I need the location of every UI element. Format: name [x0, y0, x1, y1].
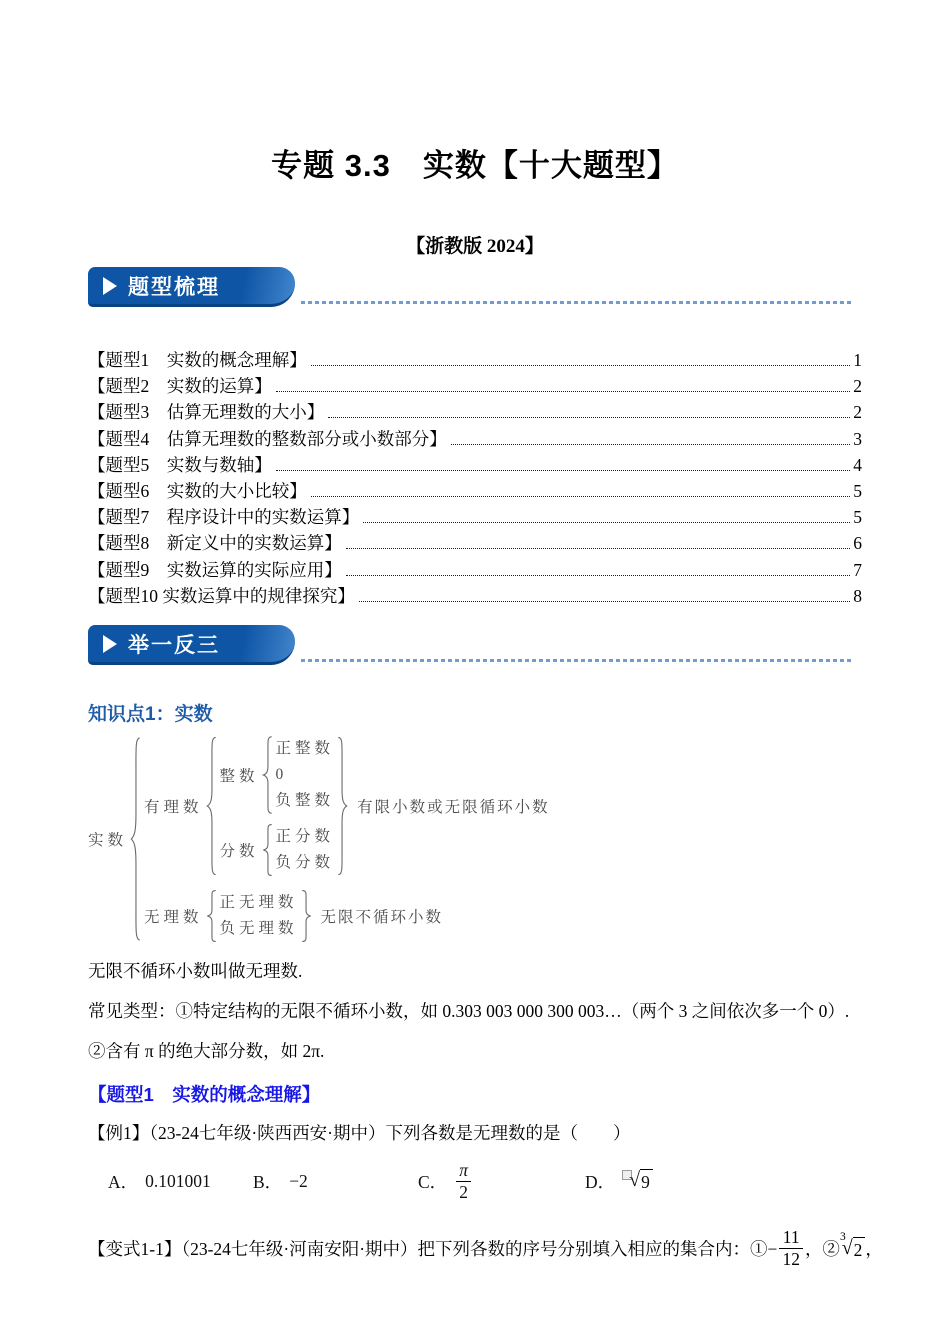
option-a-label: A．	[108, 1171, 139, 1192]
toc-page-number: 5	[853, 481, 862, 502]
radical-sign-icon	[629, 1169, 640, 1191]
toc-item	[88, 530, 862, 556]
root-index: 3	[839, 1230, 846, 1243]
knowledge-note-3: ②含有 π 的绝大部分数，如 2π.	[88, 1041, 325, 1062]
diagram-leaf: 负无理数	[219, 920, 298, 938]
toc-item-label: 【题型4 估算无理数的整数部分或小数部分】	[88, 428, 447, 449]
toc-item	[88, 452, 862, 478]
option-d	[585, 1169, 653, 1194]
toc-item	[88, 557, 862, 583]
left-brace-icon	[261, 824, 274, 876]
toc-item-label: 【题型1 实数的概念理解】	[88, 350, 307, 370]
toc-page-number: 5	[853, 507, 862, 528]
diagram-node-label: 无理数	[144, 909, 203, 927]
option-c	[418, 1161, 585, 1202]
fraction-numerator: π	[456, 1161, 471, 1182]
toc-page-number: 4	[853, 454, 862, 475]
toc-leader-dots	[276, 391, 851, 392]
real-number-classification-diagram	[88, 736, 862, 942]
diagram-irrational-group	[144, 890, 550, 942]
diagram-leaf: 正整数	[275, 740, 335, 758]
toc-leader-dots	[359, 601, 850, 602]
variant-separator-text: ，②	[804, 1238, 840, 1259]
left-brace-icon	[205, 890, 218, 942]
diagram-node-label: 有理数	[144, 799, 203, 817]
right-brace-icon	[300, 890, 313, 942]
fraction-numerator: 11	[779, 1228, 803, 1249]
toc-item-label: 【题型3 估算无理数的大小】	[88, 402, 325, 423]
option-b	[253, 1169, 418, 1194]
play-icon	[103, 635, 117, 653]
section-banner-toc-label: 题型梳理	[128, 275, 220, 299]
toc-item-label: 【题型6 实数的大小比较】	[88, 481, 307, 502]
toc-item	[88, 399, 862, 425]
diagram-fraction-group	[220, 824, 335, 876]
toc-leader-dots	[328, 417, 850, 418]
toc-item-label: 【题型2 实数的运算】	[88, 376, 272, 397]
toc-page-number: 7	[853, 559, 862, 580]
section-banner-toc	[88, 267, 295, 307]
variant-tail-text: ，	[865, 1238, 883, 1259]
section-banner-practice-label: 举一反三	[128, 633, 220, 657]
fraction	[779, 1228, 803, 1269]
option-a	[108, 1169, 253, 1194]
diagram-node-label: 整数	[219, 768, 259, 786]
option-a-value: 0.101001	[145, 1170, 211, 1191]
toc-page-number: 8	[853, 585, 862, 606]
diagram-leaf: 0	[275, 766, 288, 784]
fraction	[456, 1161, 471, 1202]
section-banner-practice	[88, 625, 295, 665]
toc-item	[88, 478, 862, 504]
example-1-text: 【例1】（23-24七年级·陕西西安·期中）下列各数是无理数的是（ ）	[88, 1123, 631, 1144]
toc-page-number: 1	[853, 350, 862, 370]
variant-lead-text: 【变式1-1】（23-24七年级·河南安阳·期中）把下列各数的序号分别填入相应的集合内：①−	[88, 1238, 778, 1259]
radicand: 2	[853, 1237, 866, 1261]
diagram-rational-group	[144, 736, 550, 876]
toc-item-label: 【题型7 程序设计中的实数运算】	[88, 507, 360, 528]
variant-1-1-text	[88, 1227, 883, 1270]
toc-leader-dots	[451, 444, 851, 445]
left-brace-icon	[129, 736, 142, 942]
play-icon	[103, 277, 117, 295]
diagram-leaf: 负分数	[275, 854, 335, 872]
toc-item-label: 【题型10 实数运算中的规律探究】	[88, 585, 355, 606]
diagram-root-label: 实数	[88, 832, 128, 850]
table-of-contents	[88, 347, 862, 609]
diagram-annotation: 无限不循环小数	[320, 909, 444, 927]
radical-expression	[839, 1230, 865, 1261]
left-brace-icon	[261, 736, 274, 814]
diagram-node-label: 分数	[219, 843, 259, 861]
option-b-label: B．	[253, 1171, 283, 1192]
toc-leader-dots	[346, 548, 851, 549]
toc-page-number: 3	[853, 428, 862, 449]
toc-item	[88, 504, 862, 530]
knowledge-note-1: 无限不循环小数叫做无理数.	[88, 961, 303, 982]
diagram-integer-group	[220, 736, 335, 814]
right-brace-icon	[336, 736, 349, 876]
fraction-denominator: 12	[782, 1249, 800, 1270]
toc-item	[88, 426, 862, 452]
option-b-value: −2	[289, 1170, 308, 1191]
toc-leader-dots	[276, 470, 851, 471]
toc-leader-dots	[311, 496, 851, 497]
toc-page-number: 6	[853, 533, 862, 554]
fraction-denominator: 2	[459, 1181, 468, 1202]
toc-page-number: 2	[853, 376, 862, 397]
toc-item-label: 【题型5 实数与数轴】	[88, 454, 272, 475]
practice-banner-row	[88, 625, 862, 665]
problem-type-1-heading: 【题型1 实数的概念理解】	[88, 1084, 321, 1106]
toc-item-label: 【题型8 新定义中的实数运算】	[88, 533, 342, 554]
radical-expression	[622, 1169, 653, 1193]
toc-page-number: 2	[853, 402, 862, 423]
dashed-divider	[301, 301, 854, 304]
toc-leader-dots	[311, 365, 851, 366]
dashed-divider	[301, 659, 854, 662]
toc-item-label: 【题型9 实数运算的实际应用】	[88, 559, 342, 580]
knowledge-note-2: 常见类型：①特定结构的无限不循环小数，如 0.303 003 000 300 003…（两个 3 之间依次多一个 0）.	[88, 1001, 850, 1022]
knowledge-point-heading: 知识点1：实数	[88, 704, 213, 726]
toc-item	[88, 373, 862, 399]
option-d-label: D．	[585, 1171, 616, 1192]
radicand: 9	[640, 1169, 653, 1193]
page-title: 专题 3.3 实数【十大题型】	[271, 148, 679, 183]
toc-leader-dots	[363, 522, 850, 523]
example-1-options-row	[88, 1158, 862, 1204]
left-brace-icon	[205, 736, 218, 876]
diagram-leaf: 正无理数	[219, 894, 298, 912]
page-subtitle: 【浙教版 2024】	[406, 236, 544, 257]
diagram-leaf: 负整数	[275, 792, 335, 810]
toc-leader-dots	[346, 575, 851, 576]
toc-item	[88, 347, 862, 373]
toc-item	[88, 583, 862, 609]
option-c-label: C．	[418, 1171, 448, 1192]
diagram-leaf: 正分数	[275, 828, 335, 846]
diagram-annotation: 有限小数或无限循环小数	[357, 799, 550, 817]
toc-banner-row	[88, 267, 862, 307]
